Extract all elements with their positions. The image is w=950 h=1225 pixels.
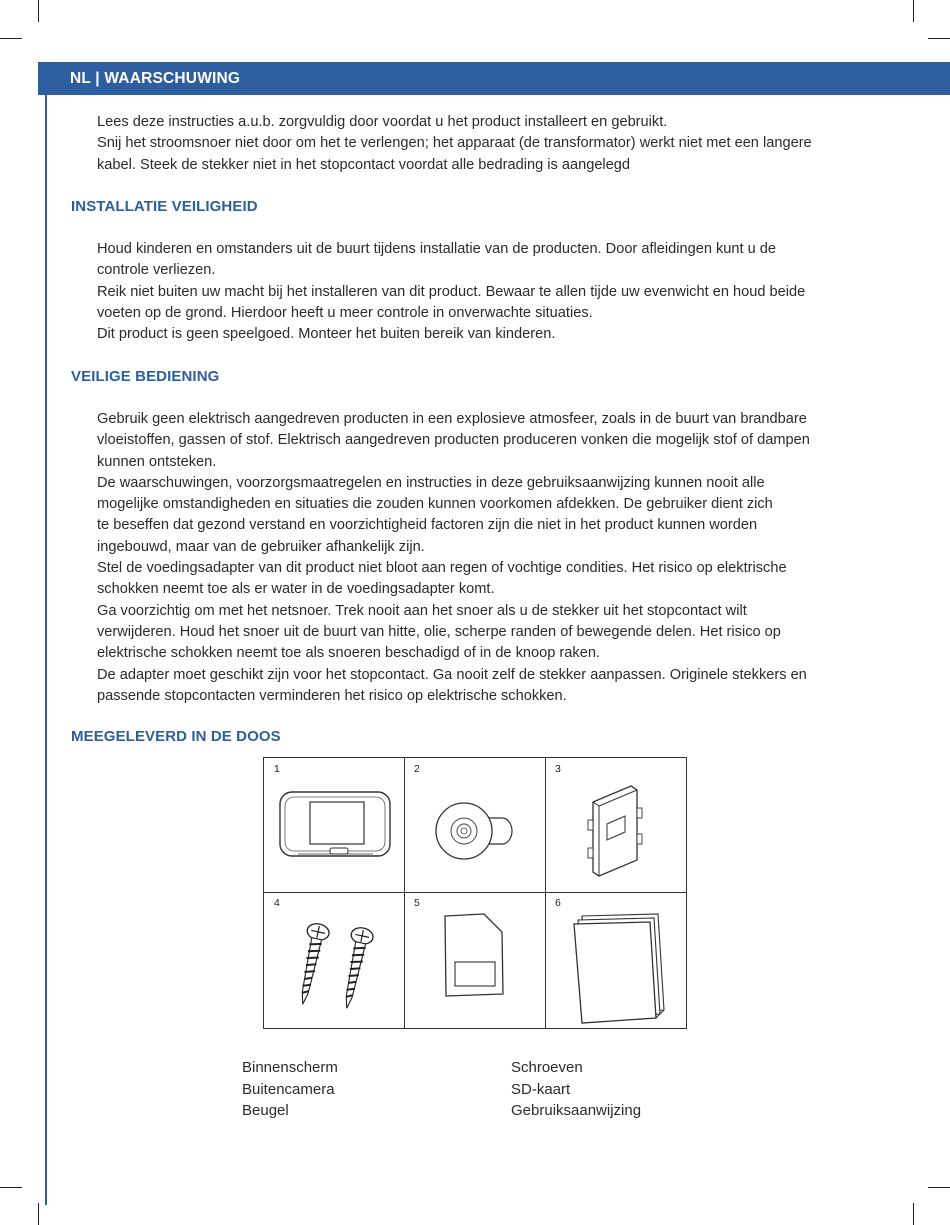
legend-item: Binnenscherm [242, 1059, 338, 1076]
text-line: mogelijke omstandigheden en situaties die zouden kunnen voorkomen afdekken. De gebruiker dient zich [97, 496, 773, 513]
crop-mark [38, 0, 39, 22]
bracket-icon [579, 780, 659, 880]
text-line: Dit product is geen speelgoed. Monteer het buiten bereik van kinderen. [97, 326, 556, 343]
text-line: Ga voorzichtig om met het netsnoer. Trek nooit aan het snoer als u de stekker uit het stopcontact wilt [97, 602, 747, 619]
text-line: elektrische schokken neemt toe als snoeren beschadigd of in de knoop raken. [97, 645, 600, 662]
legend-item: Schroeven [511, 1059, 583, 1076]
crop-mark [0, 38, 22, 39]
text-line: vloeistoffen, gassen of stof. Elektrisch aangedreven producten produceren vonken die mogelijk stof of dampen [97, 432, 810, 449]
margin-rule [45, 95, 47, 1205]
section-heading-bediening: VEILIGE BEDIENING [71, 368, 220, 385]
text-line: passende stopcontacten verminderen het risico op elektrische schokken. [97, 687, 567, 704]
cell-number: 6 [555, 897, 561, 909]
text-line: De adapter moet geschikt zijn voor het stopcontact. Ga nooit zelf de stekker aanpassen. Originele stekkers en [97, 666, 807, 683]
screws-icon [286, 916, 386, 1016]
section-heading-doos: MEEGELEVERD IN DE DOOS [71, 728, 281, 745]
text-line: Reik niet buiten uw macht bij het installeren van dit product. Bewaar te allen tijde uw evenwicht en houd beide [97, 283, 806, 300]
crop-mark [38, 1203, 39, 1225]
legend-item: SD-kaart [511, 1080, 571, 1098]
cell-number: 1 [274, 763, 280, 775]
text-line: schokken neemt toe als er water in de voedingsadapter komt. [97, 581, 495, 598]
text-line: kunnen ontsteken. [97, 453, 217, 470]
section-heading-installatie: INSTALLATIE VEILIGHEID [71, 198, 258, 215]
indoor-screen-icon [278, 788, 392, 860]
text-line: te beseffen dat gezond verstand en voorzichtigheid factoren zijn die niet in het product kunnen worden [97, 517, 758, 534]
grid-divider [404, 758, 405, 1028]
bediening-paragraph [97, 409, 897, 707]
page-title: NL | WAARSCHUWING [70, 70, 241, 87]
text-line: voeten op de grond. Hierdoor heeft u meer controle in onverwachte situaties. [97, 304, 593, 321]
legend-item: Beugel [242, 1102, 289, 1119]
manual-icon [564, 910, 674, 1025]
cell-number: 4 [274, 897, 280, 909]
text-line: ingebouwd, maar van de gebruiker afhankelijk zijn. [97, 538, 425, 555]
cell-number: 3 [555, 763, 561, 775]
text-line: Stel de voedingsadapter van dit product niet bloot aan regen of vochtige condities. Het risico op elektrische [97, 560, 787, 577]
text-line: Houd kinderen en omstanders uit de buurt tijdens installatie van de producten. Door afleidingen kunt u de [97, 241, 777, 257]
text-line: kabel. Steek de stekker niet in het stopcontact voordat alle bedrading is aangelegd [97, 156, 631, 173]
text-line: Gebruik geen elektrisch aangedreven producten in een explosieve atmosfeer, zoals in de buurt van brandbare [97, 411, 807, 427]
intro-paragraph [97, 112, 897, 176]
grid-divider [264, 892, 686, 893]
crop-mark [913, 0, 914, 22]
grid-divider [545, 758, 546, 1028]
contents-grid [263, 757, 687, 1029]
text-line: verwijderen. Houd het snoer uit de buurt van hitte, olie, scherpe randen of bewegende delen. Het risico op [97, 623, 781, 640]
outdoor-camera-icon [432, 796, 522, 866]
crop-mark [913, 1203, 914, 1225]
text-line: controle verliezen. [97, 262, 216, 279]
contents-legend-right [511, 1057, 641, 1122]
cell-number: 2 [414, 763, 420, 775]
legend-item: Buitencamera [242, 1080, 335, 1098]
contents-legend-left [242, 1057, 338, 1122]
legend-item: Gebruiksaanwijzing [511, 1102, 642, 1119]
crop-mark [928, 38, 950, 39]
crop-mark [0, 1187, 22, 1188]
sd-card-icon [442, 910, 508, 1000]
installatie-paragraph [97, 239, 897, 345]
text-line: Lees deze instructies a.u.b. zorgvuldig door voordat u het product installeert en gebruikt. [97, 114, 668, 130]
text-line: Snij het stroomsnoer niet door om het te verlengen; het apparaat (de transformator) werkt niet met een langere [97, 135, 812, 152]
crop-mark [928, 1187, 950, 1188]
text-line: De waarschuwingen, voorzorgsmaatregelen en instructies in deze gebruiksaanwijzing kunnen nooit alle [97, 474, 765, 491]
cell-number: 5 [414, 897, 420, 909]
